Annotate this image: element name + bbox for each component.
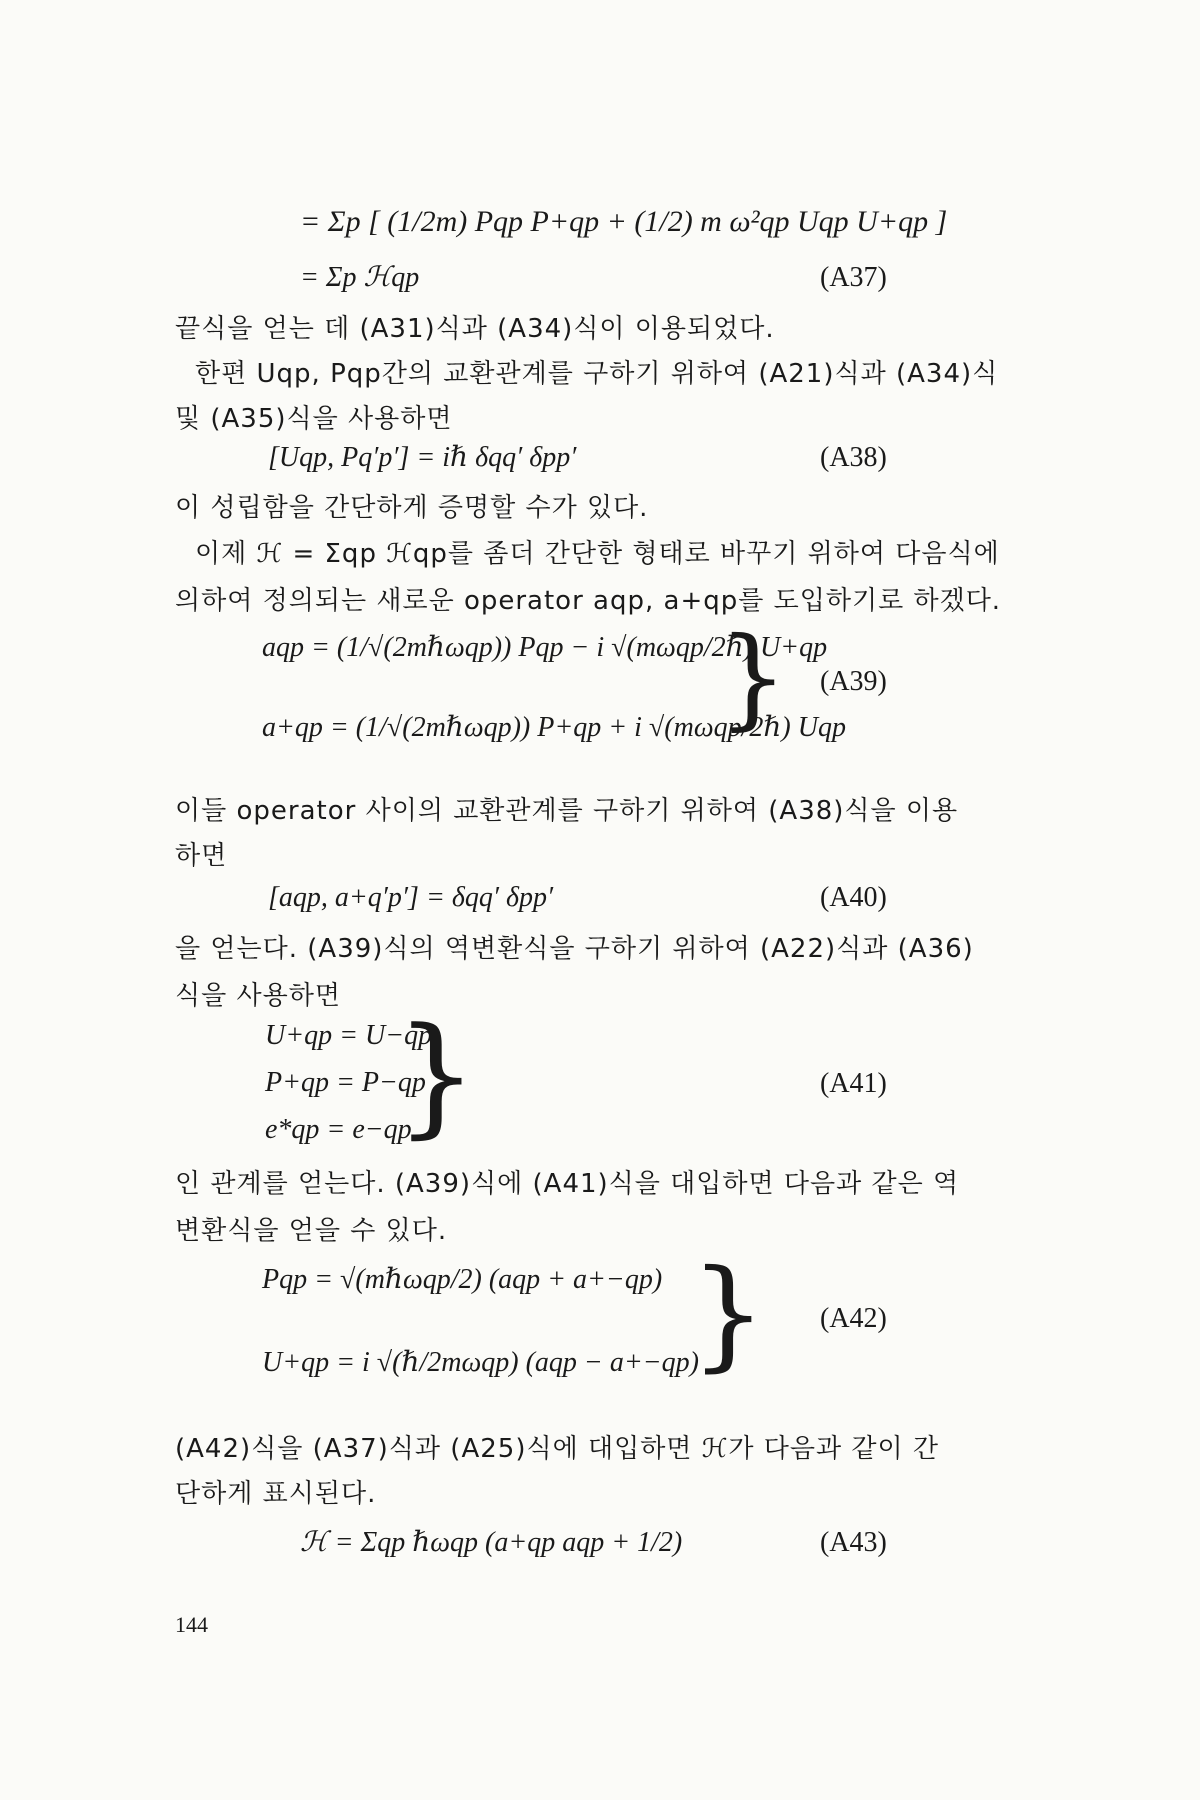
equation-a39-line2: a+qp = (1/√(2mℏωqp)) P+qp + i √(mωqp/2ℏ) Uqp <box>262 712 846 743</box>
equation-a42-line1: Pqp = √(mℏωqp/2) (aqp + a+−qp) <box>262 1264 663 1295</box>
paragraph-4-line-1: 이제 ℋ = Σqp ℋqp를 좀더 간단한 형태로 바꾸기 위하여 다음식에 <box>195 539 1000 569</box>
equation-a41-line3: e*qp = e−qp <box>265 1114 412 1145</box>
equation-number-a37: (A37) <box>820 262 887 293</box>
equation-number-a40: (A40) <box>820 882 887 913</box>
equation-a43: ℋ = Σqp ℏωqp (a+qp aqp + 1/2) <box>300 1527 683 1558</box>
right-brace: } <box>395 999 478 1151</box>
equation-number-a42: (A42) <box>820 1303 887 1334</box>
equation-number-a38: (A38) <box>820 442 887 473</box>
paragraph-1: 끝식을 얻는 데 (A31)식과 (A34)식이 이용되었다. <box>175 314 775 344</box>
paragraph-2-line-1: 한편 Uqp, Pqp간의 교환관계를 구하기 위하여 (A21)식과 (A34)식 <box>195 359 999 389</box>
paragraph-7-line-2: 변환식을 얻을 수 있다. <box>175 1216 448 1246</box>
equation-a37-line2: = Σp ℋqp <box>300 262 420 293</box>
paragraph-7-line-1: 인 관계를 얻는다. (A39)식에 (A41)식을 대입하면 다음과 같은 역 <box>175 1169 960 1199</box>
right-brace: } <box>690 1245 767 1384</box>
paragraph-4-line-2: 의하여 정의되는 새로운 operator aqp, a+qp를 도입하기로 하겠다. <box>175 586 1002 616</box>
paragraph-2-line-2: 및 (A35)식을 사용하면 <box>175 404 453 434</box>
paragraph-3: 이 성립함을 간단하게 증명할 수가 있다. <box>175 493 649 523</box>
paragraph-8-line-2: 단하게 표시된다. <box>175 1479 377 1509</box>
paragraph-5-line-2: 하면 <box>175 841 228 871</box>
paragraph-5-line-1: 이들 operator 사이의 교환관계를 구하기 위하여 (A38)식을 이용 <box>175 796 959 826</box>
equation-a42-line2: U+qp = i √(ℏ/2mωqp) (aqp − a+−qp) <box>262 1347 699 1378</box>
equation-a40: [aqp, a+q′p′] = δqq′ δpp′ <box>268 882 554 913</box>
equation-number-a39: (A39) <box>820 666 887 697</box>
paragraph-8-line-1: (A42)식을 (A37)식과 (A25)식에 대입하면 ℋ가 다음과 같이 간 <box>175 1434 939 1464</box>
paragraph-6-line-2: 식을 사용하면 <box>175 981 341 1011</box>
right-brace: } <box>718 613 788 741</box>
page-number: 144 <box>175 1612 208 1637</box>
equation-a41-line1: U+qp = U−qp <box>265 1020 433 1051</box>
paragraph-6-line-1: 을 얻는다. (A39)식의 역변환식을 구하기 위하여 (A22)식과 (A36) <box>175 934 974 964</box>
equation-a41-line2: P+qp = P−qp <box>265 1067 426 1098</box>
equation-number-a41: (A41) <box>820 1068 887 1099</box>
equation-a39-line1: aqp = (1/√(2mℏωqp)) Pqp − i √(mωqp/2ℏ) U+qp <box>262 632 828 663</box>
equation-a37-line1: = Σp [ (1/2m) Pqp P+qp + (1/2) m ω²qp Uqp U+qp ] <box>300 205 948 238</box>
equation-a38: [Uqp, Pq′p′] = iℏ δqq′ δpp′ <box>268 442 577 473</box>
equation-number-a43: (A43) <box>820 1527 887 1558</box>
